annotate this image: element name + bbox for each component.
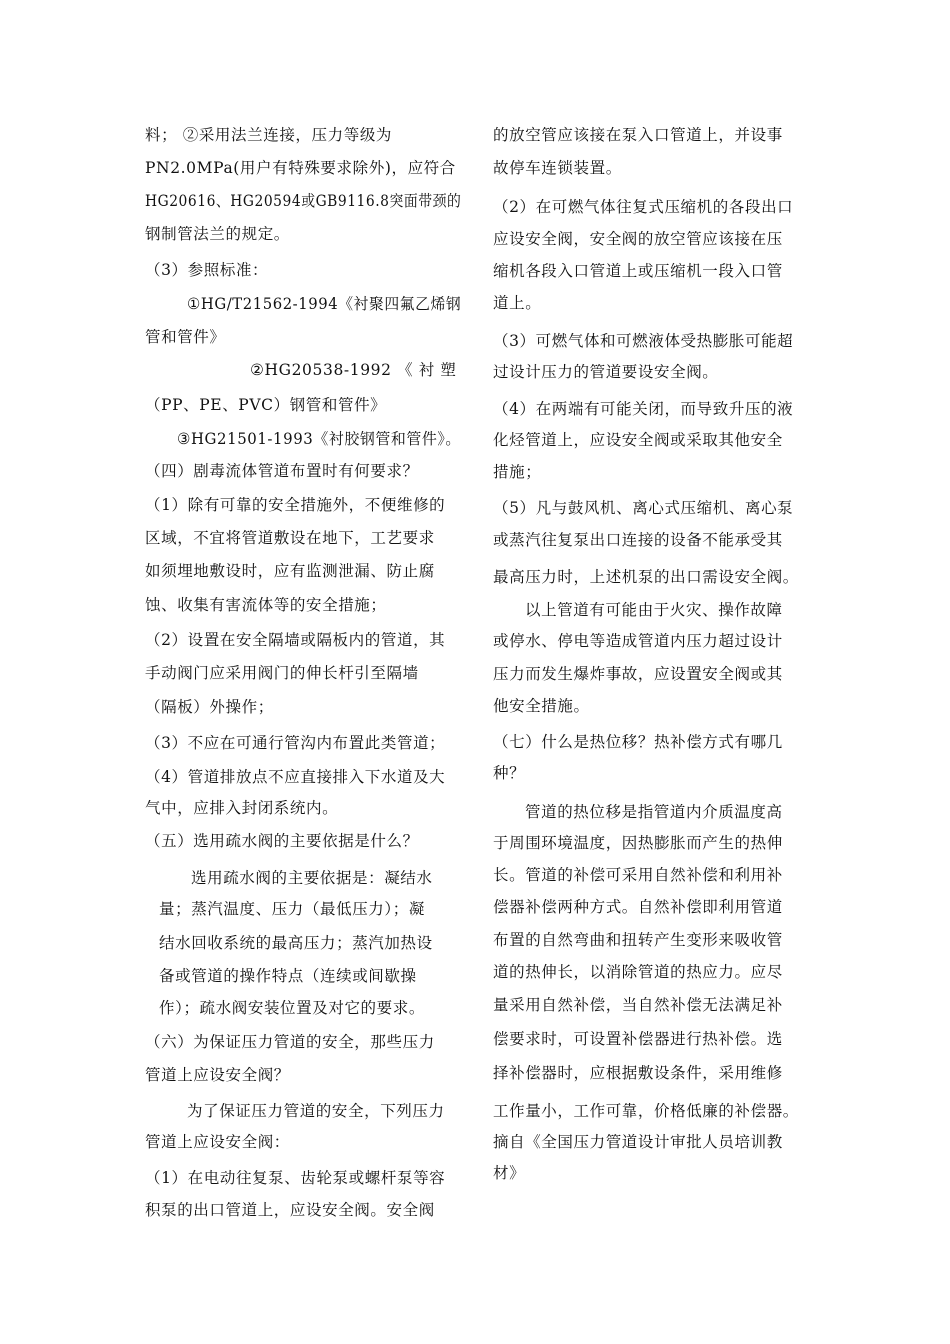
text-line: 如须埋地敷设时，应有监测泄漏、防止腐	[145, 562, 435, 580]
text-line: HG20616、HG20594或GB9116.8突面带颈的	[145, 192, 462, 210]
text-line: 措施；	[493, 463, 542, 481]
text-line: 管道上应设安全阀？	[145, 1066, 290, 1084]
text-line: 材》	[493, 1164, 526, 1182]
text-line: 应设安全阀，安全阀的放空管应该接在压	[493, 230, 783, 248]
text-line: 缩机各段入口管道上或压缩机一段入口管	[493, 262, 783, 280]
text-line: （3）可燃气体和可燃液体受热膨胀可能超	[493, 332, 794, 350]
text-line: 管道上应设安全阀：	[145, 1133, 290, 1151]
text-line: 结水回收系统的最高压力；蒸汽加热设	[159, 934, 433, 952]
section-heading: （七）什么是热位移？热补偿方式有哪几	[493, 733, 783, 751]
text-line: （3）不应在可通行管沟内布置此类管道；	[145, 734, 446, 752]
text-line: 种？	[493, 764, 526, 782]
text-line: 量；蒸汽温度、压力（最低压力）；凝	[159, 900, 425, 918]
text-line: 量采用自然补偿，当自然补偿无法满足补	[493, 996, 783, 1014]
text-line: 摘自《全国压力管道设计审批人员培训教	[493, 1133, 783, 1151]
text-line: （5）凡与鼓风机、离心式压缩机、离心泵	[493, 499, 794, 517]
section-heading: （六）为保证压力管道的安全，那些压力	[145, 1033, 435, 1051]
text-line: （隔板）外操作；	[145, 698, 274, 716]
text-line: 管道的热位移是指管道内介质温度高	[525, 803, 783, 821]
text-line: 手动阀门应采用阀门的伸长杆引至隔墙	[145, 664, 419, 682]
text-line: 化烃管道上，应设安全阀或采取其他安全	[493, 431, 783, 449]
text-line: ①HG/T21562-1994《衬聚四氟乙烯钢	[187, 295, 462, 313]
text-line: 钢制管法兰的规定。	[145, 225, 290, 243]
text-line: （2）设置在安全隔墙或隔板内的管道，其	[145, 631, 446, 649]
text-line: （4）管道排放点不应直接排入下水道及大	[145, 768, 446, 786]
text-line: 布置的自然弯曲和扭转产生变形来吸收管	[493, 931, 783, 949]
text-line: 工作量小，工作可靠，价格低廉的补偿器。	[493, 1102, 799, 1120]
text-line: 他安全措施。	[493, 697, 590, 715]
text-line: 道的热伸长，以消除管道的热应力。应尽	[493, 963, 783, 981]
text-line: PN2.0MPa(用户有特殊要求除外)，应符合	[145, 159, 456, 177]
text-line: 为了保证压力管道的安全，下列压力	[187, 1102, 445, 1120]
text-line: 或停水、停电等造成管道内压力超过设计	[493, 632, 783, 650]
text-line: （4）在两端有可能关闭，而导致升压的液	[493, 400, 794, 418]
text-line: 料； ②采用法兰连接，压力等级为	[145, 126, 393, 144]
text-line: 的放空管应该接在泵入口管道上，并设事	[493, 126, 783, 144]
text-line: 于周围环境温度，因热膨胀而产生的热伸	[493, 834, 783, 852]
text-line: 管和管件》	[145, 328, 226, 346]
text-line: 区域，不宜将管道敷设在地下，工艺要求	[145, 529, 435, 547]
section-heading: （五）选用疏水阀的主要依据是什么？	[145, 832, 419, 850]
text-line: 蚀、收集有害流体等的安全措施；	[145, 596, 387, 614]
text-line: ③HG21501-1993《衬胶钢管和管件》。	[177, 430, 461, 448]
text-line: 长。管道的补偿可采用自然补偿和利用补	[493, 866, 783, 884]
text-line: 过设计压力的管道要设安全阀。	[493, 363, 719, 381]
text-line: （2）在可燃气体往复式压缩机的各段出口	[493, 198, 794, 216]
text-line: （3）参照标准：	[145, 261, 269, 279]
text-line: 偿器补偿两种方式。自然补偿即利用管道	[493, 898, 783, 916]
text-line: 或蒸汽往复泵出口连接的设备不能承受其	[493, 531, 783, 549]
text-line: 择补偿器时，应根据敷设条件，采用维修	[493, 1064, 783, 1082]
text-line: （1）除有可靠的安全措施外，不便维修的	[145, 496, 446, 514]
text-line: 气中，应排入封闭系统内。	[145, 799, 339, 817]
text-line: 道上。	[493, 294, 542, 312]
text-line: 选用疏水阀的主要依据是：凝结水	[191, 869, 433, 887]
text-line: 偿要求时，可设置补偿器进行热补偿。选	[493, 1030, 783, 1048]
text-line: （PP、PE、PVC）钢管和管件》	[145, 396, 387, 414]
text-line: 压力而发生爆炸事故，应设置安全阀或其	[493, 665, 783, 683]
text-line: 备或管道的操作特点（连续或间歇操	[159, 967, 417, 985]
text-line: 故停车连锁装置。	[493, 159, 622, 177]
text-line: （1）在电动往复泵、齿轮泵或螺杆泵等容	[145, 1169, 446, 1187]
text-line: 积泵的出口管道上，应设安全阀。安全阀	[145, 1201, 435, 1219]
text-line: 以上管道有可能由于火灾、操作故障	[525, 601, 783, 619]
section-heading: （四）剧毒流体管道布置时有何要求？	[145, 462, 419, 480]
text-line: 最高压力时，上述机泵的出口需设安全阀。	[493, 568, 799, 586]
text-line: 作）；疏水阀安装位置及对它的要求。	[159, 999, 425, 1017]
text-line: ②HG20538-1992 《 衬 塑	[250, 361, 457, 379]
